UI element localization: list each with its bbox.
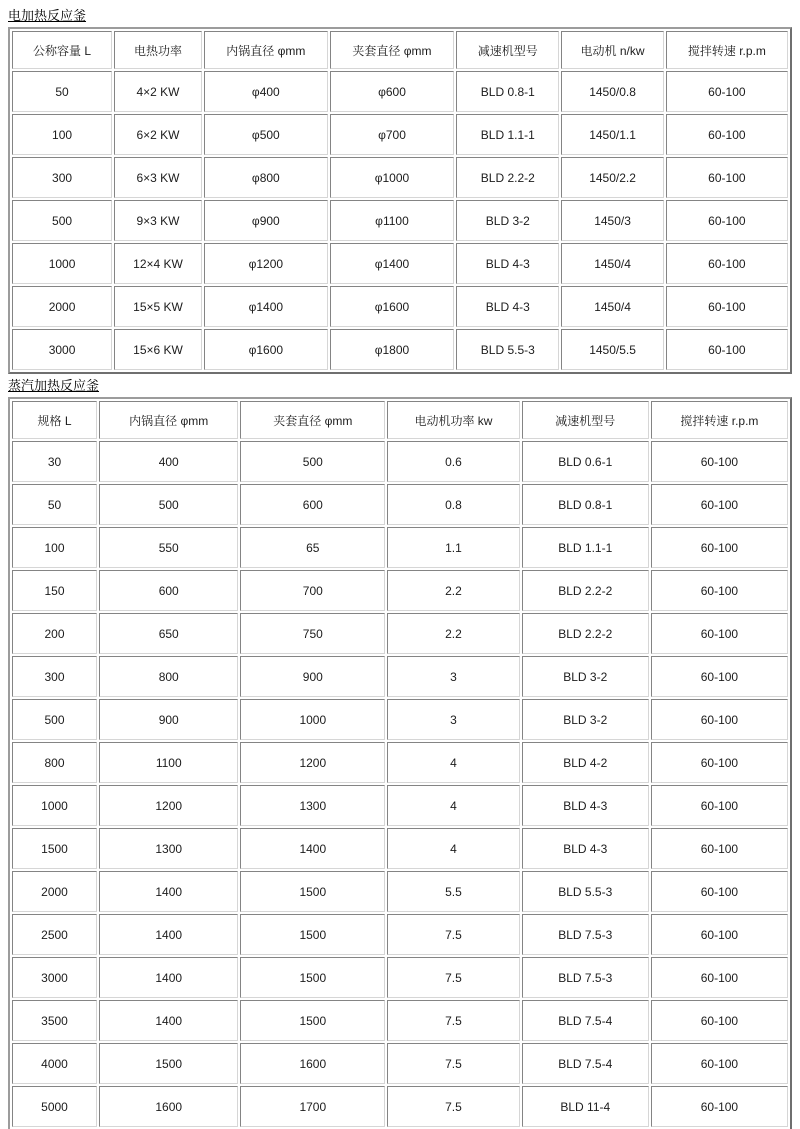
table-cell: 1000	[240, 699, 385, 740]
table-cell: 400	[99, 441, 238, 482]
table-cell: 1400	[240, 828, 385, 869]
table-cell: 60-100	[651, 441, 788, 482]
table-cell: 7.5	[387, 914, 520, 955]
table-cell: 1600	[99, 1086, 238, 1127]
table-cell: BLD 11-4	[522, 1086, 649, 1127]
table-cell: BLD 4-3	[522, 828, 649, 869]
table-cell: 60-100	[651, 1043, 788, 1084]
table-cell: 60-100	[666, 286, 788, 327]
table-row	[12, 157, 788, 198]
header-row	[12, 401, 788, 439]
table-row	[12, 613, 788, 654]
column-header: 搅拌转速 r.p.m	[666, 31, 788, 69]
table-cell: 750	[240, 613, 385, 654]
table-cell: 1500	[99, 1043, 238, 1084]
table-row	[12, 699, 788, 740]
table-cell: 3	[387, 656, 520, 697]
table-cell: 1300	[240, 785, 385, 826]
table-cell: 60-100	[651, 1086, 788, 1127]
table-row	[12, 243, 788, 284]
table-row	[12, 1043, 788, 1084]
table-cell: φ900	[204, 200, 328, 241]
table-cell: 1000	[12, 785, 97, 826]
table-row	[12, 1086, 788, 1127]
table-cell: 2000	[12, 286, 112, 327]
table-title-electric-heating: 电加热反应釜	[8, 8, 87, 23]
table-cell: 800	[12, 742, 97, 783]
table-cell: 300	[12, 656, 97, 697]
table-cell: 5000	[12, 1086, 97, 1127]
table-cell: 150	[12, 570, 97, 611]
table-cell: 550	[99, 527, 238, 568]
table-title-steam-heating: 蒸汽加热反应釜	[8, 378, 100, 393]
table-cell: 6×3 KW	[114, 157, 202, 198]
table-cell: 60-100	[666, 329, 788, 370]
table-cell: 65	[240, 527, 385, 568]
table-row	[12, 329, 788, 370]
table-cell: φ1400	[330, 243, 455, 284]
table-cell: 12×4 KW	[114, 243, 202, 284]
table-cell: 1450/2.2	[561, 157, 663, 198]
table-cell: 60-100	[651, 742, 788, 783]
table-cell: 3000	[12, 329, 112, 370]
table-row	[12, 114, 788, 155]
table-cell: φ1200	[204, 243, 328, 284]
table-cell: 30	[12, 441, 97, 482]
table-cell: 3500	[12, 1000, 97, 1041]
table-cell: 60-100	[666, 157, 788, 198]
table-cell: 5.5	[387, 871, 520, 912]
table-cell: 500	[12, 200, 112, 241]
table-row	[12, 484, 788, 525]
header-row	[12, 31, 788, 69]
table-cell: 1400	[99, 1000, 238, 1041]
table-cell: 60-100	[651, 527, 788, 568]
table-cell: 4×2 KW	[114, 71, 202, 112]
table-cell: 300	[12, 157, 112, 198]
table-row	[12, 656, 788, 697]
table-cell: 900	[99, 699, 238, 740]
table-cell: BLD 4-3	[522, 785, 649, 826]
table-cell: BLD 2.2-2	[522, 570, 649, 611]
table-cell: 2500	[12, 914, 97, 955]
table-row	[12, 527, 788, 568]
table-cell: 3000	[12, 957, 97, 998]
table-cell: 1500	[240, 957, 385, 998]
table-cell: 7.5	[387, 1000, 520, 1041]
table-cell: φ1400	[204, 286, 328, 327]
table-cell: BLD 2.2-2	[456, 157, 559, 198]
table-cell: 4	[387, 742, 520, 783]
table-cell: BLD 1.1-1	[522, 527, 649, 568]
table-cell: 60-100	[666, 243, 788, 284]
electric-heating-spec-table	[8, 27, 792, 374]
table-cell: 1600	[240, 1043, 385, 1084]
table-cell: 100	[12, 527, 97, 568]
table-row	[12, 828, 788, 869]
table-cell: BLD 4-3	[456, 243, 559, 284]
table-cell: 500	[12, 699, 97, 740]
table-cell: 60-100	[651, 871, 788, 912]
table-cell: 1450/0.8	[561, 71, 663, 112]
table-cell: 60-100	[666, 200, 788, 241]
table-cell: 3	[387, 699, 520, 740]
table-row	[12, 871, 788, 912]
table-cell: 4	[387, 785, 520, 826]
table-cell: 1500	[240, 914, 385, 955]
table-cell: φ400	[204, 71, 328, 112]
table-cell: 2.2	[387, 570, 520, 611]
table-cell: 4000	[12, 1043, 97, 1084]
table-cell: φ1600	[330, 286, 455, 327]
table-cell: 1450/3	[561, 200, 663, 241]
table-cell: 800	[99, 656, 238, 697]
table-cell: φ1000	[330, 157, 455, 198]
column-header: 电动机 n/kw	[561, 31, 663, 69]
table-cell: 60-100	[651, 656, 788, 697]
table-cell: φ1600	[204, 329, 328, 370]
table-cell: 6×2 KW	[114, 114, 202, 155]
column-header: 夹套直径 φmm	[330, 31, 455, 69]
table-cell: 100	[12, 114, 112, 155]
table-cell: φ500	[204, 114, 328, 155]
table-cell: 700	[240, 570, 385, 611]
column-header: 减速机型号	[522, 401, 649, 439]
table-cell: 1450/5.5	[561, 329, 663, 370]
table-cell: φ1800	[330, 329, 455, 370]
table-cell: 1500	[240, 871, 385, 912]
table-cell: 50	[12, 484, 97, 525]
table-cell: BLD 2.2-2	[522, 613, 649, 654]
table-cell: 50	[12, 71, 112, 112]
table-row	[12, 570, 788, 611]
table-cell: BLD 0.8-1	[522, 484, 649, 525]
table-cell: BLD 7.5-4	[522, 1000, 649, 1041]
table-cell: 1400	[99, 957, 238, 998]
table-cell: 7.5	[387, 1086, 520, 1127]
table-cell: 1450/1.1	[561, 114, 663, 155]
table-cell: 500	[99, 484, 238, 525]
table-row	[12, 286, 788, 327]
table-cell: 60-100	[651, 957, 788, 998]
table-row	[12, 785, 788, 826]
table-cell: 15×5 KW	[114, 286, 202, 327]
table-cell: BLD 7.5-3	[522, 914, 649, 955]
table-cell: φ600	[330, 71, 455, 112]
column-header: 电热功率	[114, 31, 202, 69]
column-header: 规格 L	[12, 401, 97, 439]
table-cell: BLD 0.6-1	[522, 441, 649, 482]
table-cell: BLD 7.5-3	[522, 957, 649, 998]
table-cell: BLD 7.5-4	[522, 1043, 649, 1084]
table-cell: 1300	[99, 828, 238, 869]
table-cell: 0.6	[387, 441, 520, 482]
table-cell: 60-100	[651, 914, 788, 955]
table-cell: BLD 0.8-1	[456, 71, 559, 112]
table-cell: 600	[240, 484, 385, 525]
table-cell: BLD 3-2	[456, 200, 559, 241]
table-cell: 1000	[12, 243, 112, 284]
section-electric-heating-kettle	[8, 8, 792, 374]
table-cell: BLD 5.5-3	[522, 871, 649, 912]
table-cell: 7.5	[387, 1043, 520, 1084]
table-cell: BLD 1.1-1	[456, 114, 559, 155]
table-cell: 60-100	[651, 699, 788, 740]
table-cell: BLD 4-2	[522, 742, 649, 783]
table-row	[12, 441, 788, 482]
table-cell: 15×6 KW	[114, 329, 202, 370]
table-cell: 60-100	[651, 570, 788, 611]
table-cell: 650	[99, 613, 238, 654]
table-cell: 1200	[99, 785, 238, 826]
table-cell: φ700	[330, 114, 455, 155]
table-cell: 60-100	[666, 71, 788, 112]
column-header: 公称容量 L	[12, 31, 112, 69]
table-cell: 2.2	[387, 613, 520, 654]
table-cell: 9×3 KW	[114, 200, 202, 241]
table-cell: 1500	[240, 1000, 385, 1041]
table-cell: 600	[99, 570, 238, 611]
column-header: 电动机功率 kw	[387, 401, 520, 439]
table-row	[12, 200, 788, 241]
table-cell: 2000	[12, 871, 97, 912]
table-cell: 1450/4	[561, 286, 663, 327]
table-cell: BLD 3-2	[522, 699, 649, 740]
column-header: 搅拌转速 r.p.m	[651, 401, 788, 439]
table-cell: 1500	[12, 828, 97, 869]
steam-heating-spec-table	[8, 397, 792, 1129]
table-cell: BLD 4-3	[456, 286, 559, 327]
table-row	[12, 1000, 788, 1041]
table-row	[12, 957, 788, 998]
table-cell: 200	[12, 613, 97, 654]
table-row	[12, 742, 788, 783]
table-cell: 1700	[240, 1086, 385, 1127]
table-cell: 60-100	[651, 1000, 788, 1041]
table-row	[12, 71, 788, 112]
table-cell: 1400	[99, 871, 238, 912]
table-cell: 1450/4	[561, 243, 663, 284]
table-cell: φ800	[204, 157, 328, 198]
column-header: 夹套直径 φmm	[240, 401, 385, 439]
table-cell: 1.1	[387, 527, 520, 568]
table-cell: φ1100	[330, 200, 455, 241]
table-cell: 500	[240, 441, 385, 482]
table-row	[12, 914, 788, 955]
table-cell: 60-100	[651, 613, 788, 654]
table-cell: 60-100	[651, 828, 788, 869]
column-header: 内锅直径 φmm	[99, 401, 238, 439]
table-cell: 60-100	[651, 785, 788, 826]
table-cell: 0.8	[387, 484, 520, 525]
column-header: 内锅直径 φmm	[204, 31, 328, 69]
section-steam-heating-kettle	[8, 378, 792, 1129]
table-cell: 1400	[99, 914, 238, 955]
table-cell: 1200	[240, 742, 385, 783]
table-cell: 4	[387, 828, 520, 869]
table-cell: 1100	[99, 742, 238, 783]
table-cell: 7.5	[387, 957, 520, 998]
column-header: 减速机型号	[456, 31, 559, 69]
table-cell: BLD 5.5-3	[456, 329, 559, 370]
table-cell: 900	[240, 656, 385, 697]
table-cell: BLD 3-2	[522, 656, 649, 697]
table-cell: 60-100	[666, 114, 788, 155]
table-cell: 60-100	[651, 484, 788, 525]
